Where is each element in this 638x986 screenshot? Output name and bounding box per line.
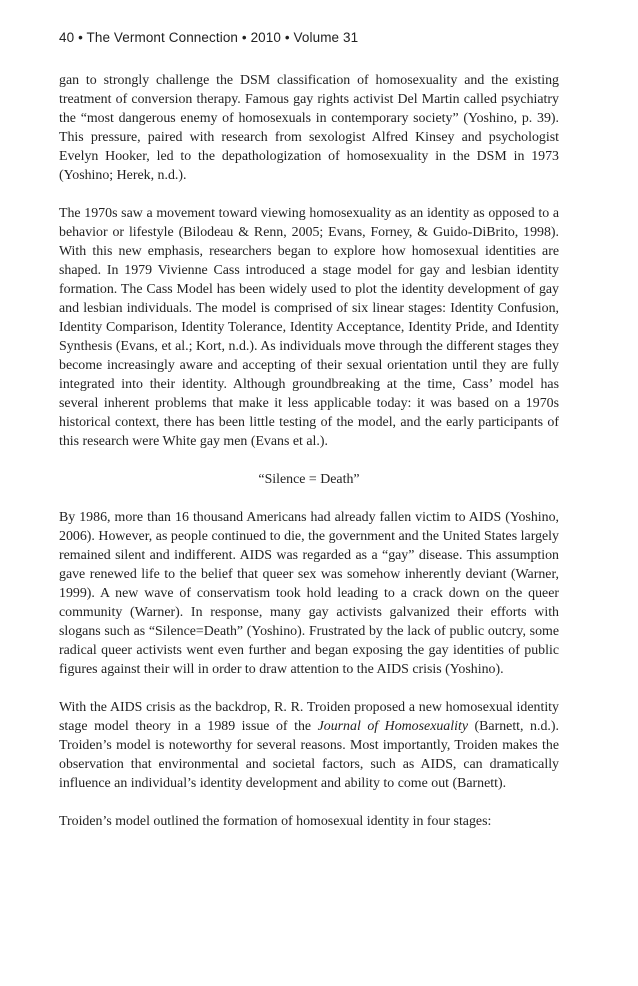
page xyxy=(59,30,559,850)
paragraph-5: Troiden’s model outlined the formation of homosexual identity in four stages: xyxy=(59,814,492,829)
paragraph-2: The 1970s saw a movement toward viewing homosexuality as an identity as opposed to a behavior or lifestyle (Bilodeau & Renn, 2005; Evans, Forney, & Guido-DiBrito, 1998). With this new emphasis, researchers began to explore how homosexual identities are shaped. In 1979 Vivienne Cass introduced a stage model for gay and lesbian identity formation. The Cass Model has been widely used to plot the identity development of gay and lesbian individuals. The model is comprised of six linear stages: Identity Confusion, Identity Comparison, Identity Tolerance, Identity Acceptance, Identity Pride, and Identity Synthesis (Evans, et al.; Kort, n.d.). As individuals move through the different stages they become increasingly aware and accepting of their sexual orientation until they are fully integrated into their identity. Although groundbreaking at the time, Cass’ model has several inherent problems that make it less applicable today: it was based on a 1970s historical context, there has been little testing of the model, and the early participants of this research were White gay men (Evans et al.). xyxy=(59,206,559,449)
article-body xyxy=(59,71,559,831)
paragraph-4 xyxy=(59,698,559,793)
paragraph-4-text-before: With the AIDS crisis as the backdrop, R. R. Troiden proposed a new homosexual identity stage model theory in a 1989 issue of the xyxy=(59,700,559,734)
section-heading: “Silence = Death” xyxy=(258,472,360,487)
journal-title: Journal of Homosexuality xyxy=(317,719,468,734)
paragraph-4-text-after: (Barnett, n.d.). Troiden’s model is noteworthy for several reasons. Most importantly, Troiden makes the observation that environmental and societal factors, such as AIDS, can dramatically influence an individual’s identity development and ability to come out (Barnett). xyxy=(59,719,559,791)
paragraph-3: By 1986, more than 16 thousand Americans had already fallen victim to AIDS (Yoshino, 2006). However, as people continued to die, the government and the United States largely remained silent and indifferent. AIDS was regarded as a “gay” disease. This assumption gave renewed life to the belief that queer sex was somehow inherently deviant (Warner, 1999). A new wave of conservatism took hold leading to a crack down on the queer community (Warner). In response, many gay activists galvanized their efforts with slogans such as “Silence=Death” (Yoshino). Frustrated by the lack of public outcry, some radical queer activists went even further and began exposing the gay identities of public figures against their will in order to draw attention to the AIDS crisis (Yoshino). xyxy=(59,510,559,677)
running-head: 40 • The Vermont Connection • 2010 • Volume 31 xyxy=(59,30,359,45)
paragraph-1: gan to strongly challenge the DSM classification of homosexuality and the existing treatment of conversion therapy. Famous gay rights activist Del Martin called psychiatry the “most dangerous enemy of homosexuals in contemporary society” (Yoshino, p. 39). This pressure, paired with research from sexologist Alfred Kinsey and psychologist Evelyn Hooker, led to the depathologization of homosexuality in the DSM in 1973 (Yoshino; Herek, n.d.). xyxy=(59,73,559,183)
